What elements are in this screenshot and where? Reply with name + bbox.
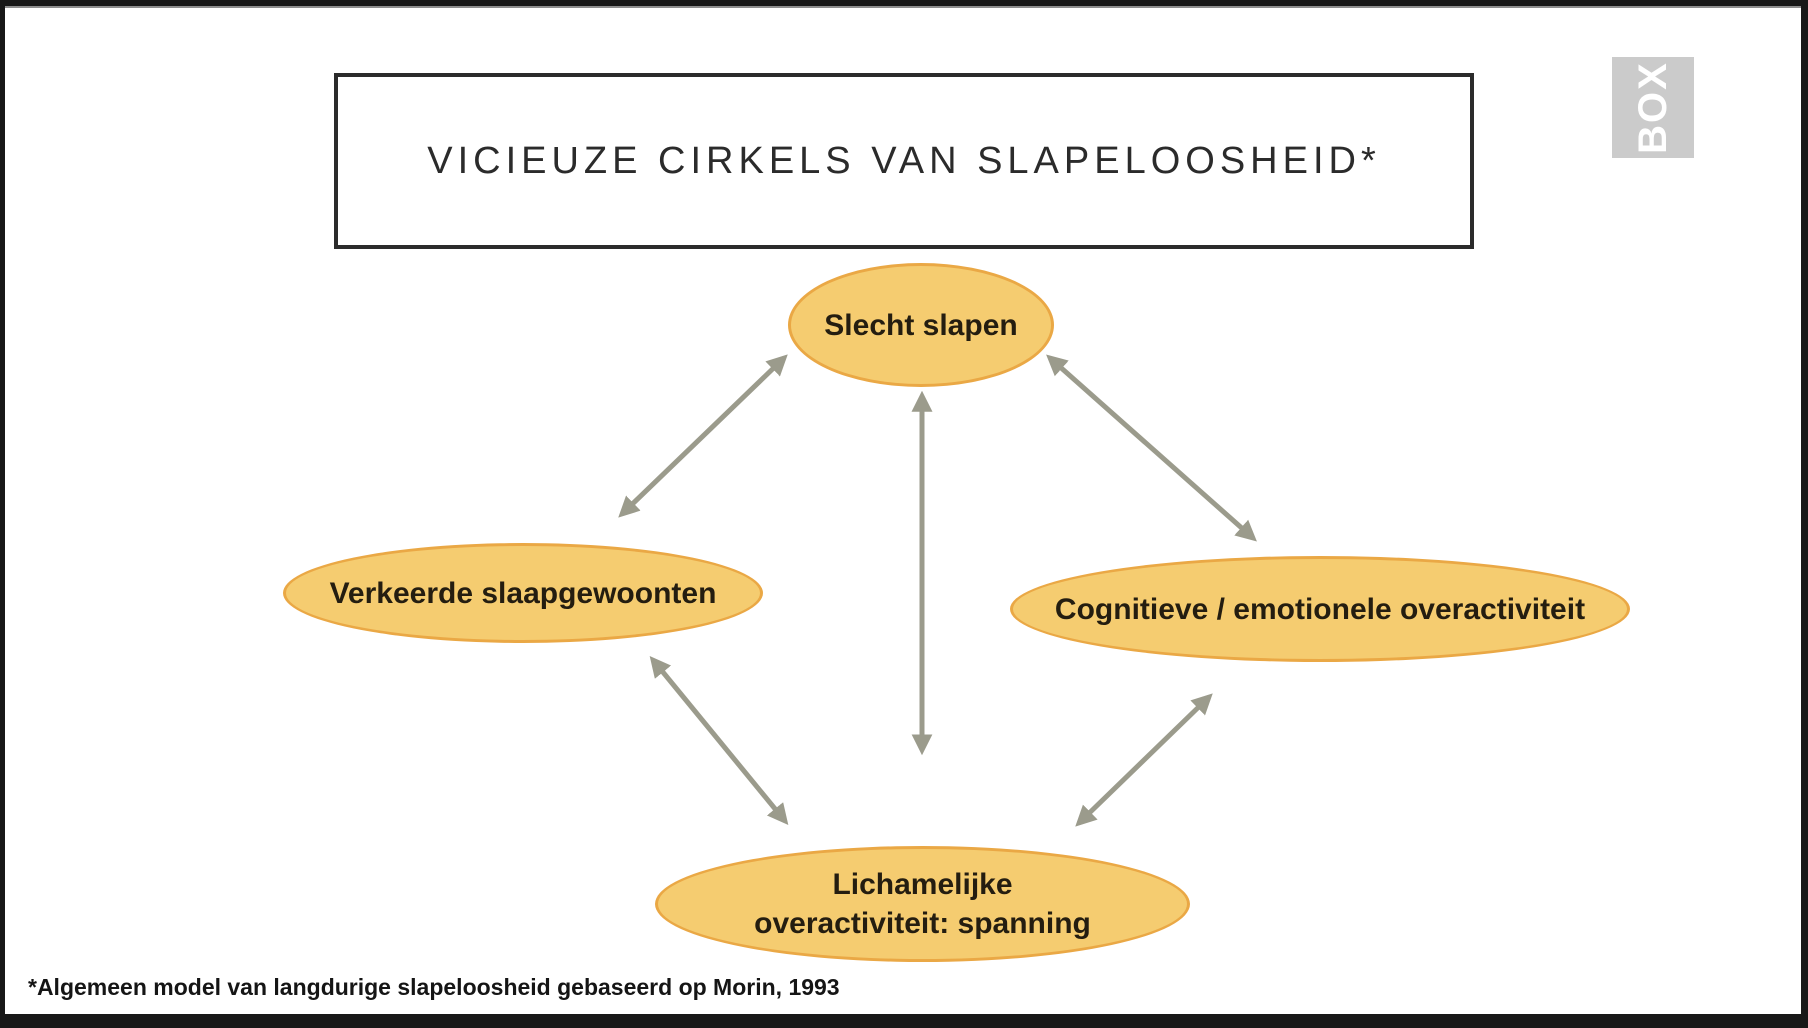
footnote: *Algemeen model van langdurige slapeloosheid gebaseerd op Morin, 1993 [28, 974, 840, 1000]
node-label: Cognitieve / emotionele overactiviteit [1054, 592, 1586, 626]
node-label-line1: Lichamelijke [832, 868, 1013, 901]
node-verkeerde-slaapgewoonten [283, 543, 763, 643]
frame-right [1801, 0, 1808, 1028]
frame-top-hairline [0, 6, 1808, 8]
node-label: Verkeerde slaapgewoonten [329, 576, 717, 610]
frame-left [0, 0, 5, 1028]
node-label-line2: overactiviteit: spanning [754, 907, 1091, 940]
frame-top [0, 0, 1808, 6]
arrow-verkeerdeslaapgewoonten-lichamelijkeoveractiviteit [653, 660, 785, 821]
node-lichamelijke-overactiviteit [655, 846, 1190, 962]
arrow-slechtslapen-cognitieveoveractiviteit [1050, 358, 1253, 538]
node-slecht-slapen [788, 263, 1054, 387]
frame-bottom [0, 1014, 1808, 1028]
node-cognitieve-emotionele-overactiviteit [1010, 556, 1630, 662]
box-logo-text: BOX [1630, 61, 1675, 154]
page-title: VICIEUZE CIRKELS VAN SLAPELOOSHEID* [427, 139, 1381, 182]
node-label: Slecht slapen [824, 308, 1018, 342]
arrow-slechtslapen-verkeerdeslaapgewoonten [622, 358, 784, 514]
box-logo [1612, 57, 1694, 158]
arrow-lichamelijkeoveractiviteit-cognitieveoveractiviteit [1079, 697, 1209, 823]
